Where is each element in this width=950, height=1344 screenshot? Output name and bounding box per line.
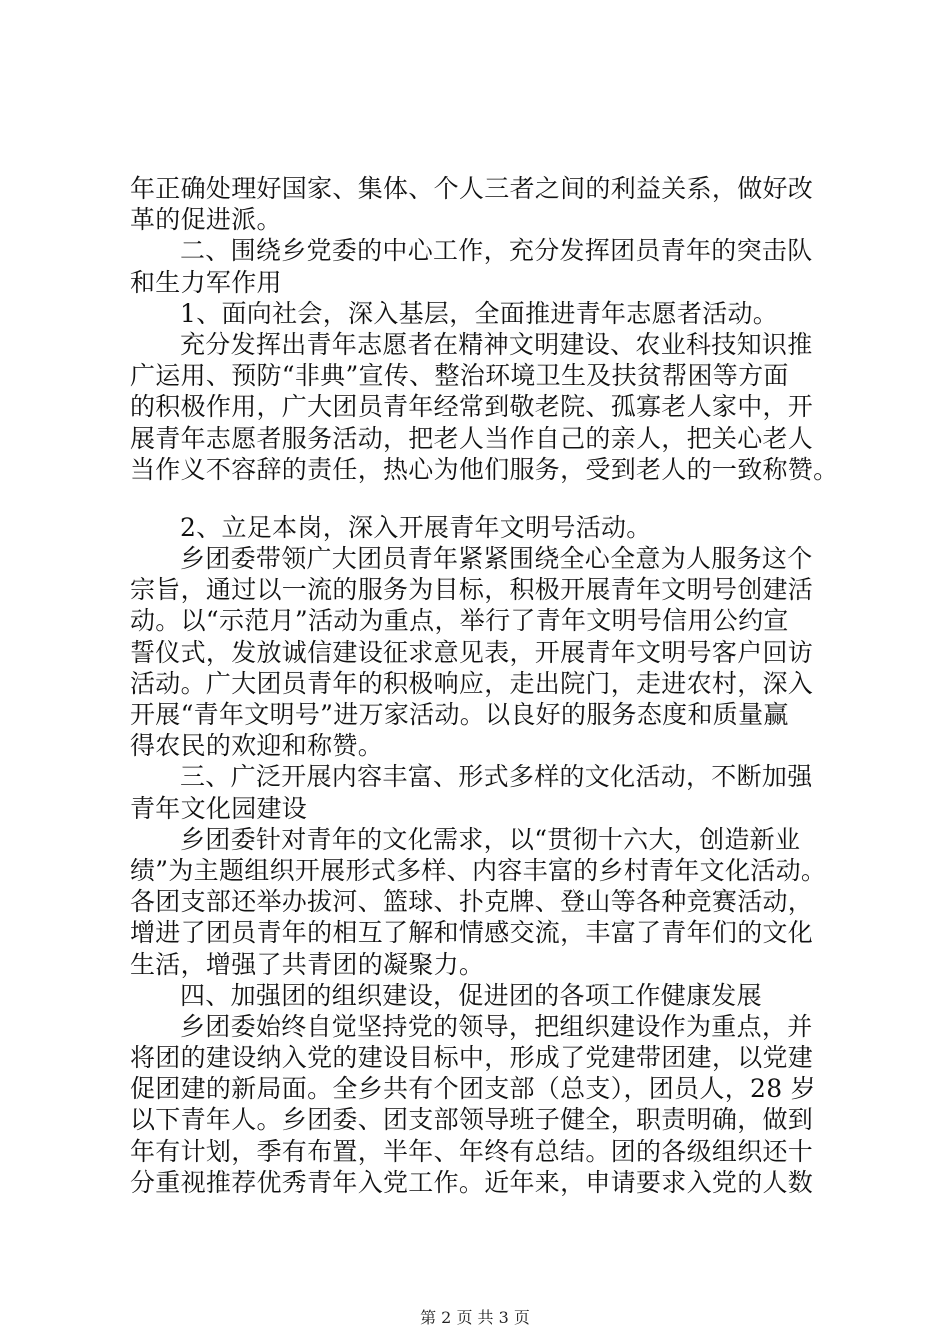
text-line: 以下青年人。乡团委、团支部领导班子健全，职责明确，做到 [130,1105,814,1135]
text-line: 绩”为主题组织开展形式多样、内容丰富的乡村青年文化活动。 [130,855,827,885]
text-line: 开展“青年文明号”进万家活动。以良好的服务态度和质量赢 [130,700,789,729]
text-line: 的积极作用，广大团员青年经常到敬老院、孤寡老人家中，开 [130,392,814,422]
text-line: 各团支部还举办拔河、篮球、扑克牌、登山等各种竞赛活动， [130,887,814,917]
section-heading: 二、围绕乡党委的中心工作，充分发挥团员青年的突击队 [180,236,813,266]
text-line: 得农民的欢迎和称赞。 [130,731,384,761]
subsection-heading: 1、面向社会，深入基层，全面推进青年志愿者活动。 [180,298,779,328]
text-line: 革的促进派。 [130,205,282,235]
text-line: 誓仪式，发放诚信建设征求意见表，开展青年文明号客户回访 [130,637,814,667]
section-heading: 三、广泛开展内容丰富、形式多样的文化活动，不断加强 [180,762,813,792]
section-heading-cont: 青年文化园建设 [130,793,308,823]
text-line: 动。以“示范月”活动为重点，举行了青年文明号信用公约宣 [130,606,789,636]
text-line: 当作义不容辞的责任，热心为他们服务，受到老人的一致称赞。 [130,454,839,484]
text-line: 年有计划，季有布置，半年、年终有总结。团的各级组织还十 [130,1136,814,1166]
text-line: 广运用、预防“非典”宣传、整治环境卫生及扶贫帮困等方面 [130,361,789,391]
text-line: 分重视推荐优秀青年入党工作。近年来，申请要求入党的人数 [130,1167,814,1197]
subsection-heading: 2、立足本岗，深入开展青年文明号活动。 [180,512,652,542]
paragraph-gap [130,485,830,512]
text-line: 增进了团员青年的相互了解和情感交流，丰富了青年们的文化 [130,918,814,948]
text-line: 乡团委针对青年的文化需求，以“贯彻十六大，创造新业 [180,824,801,854]
section-heading: 四、加强团的组织建设，促进团的各项工作健康发展 [180,980,762,1010]
text-line: 生活，增强了共青团的凝聚力。 [130,949,485,979]
text-line: 将团的建设纳入党的建设目标中，形成了党建带团建，以党建 [130,1043,814,1073]
section-heading-cont: 和生力军作用 [130,267,282,297]
text-line: 充分发挥出青年志愿者在精神文明建设、农业科技知识推 [180,329,813,359]
body-text [130,173,839,1198]
text-line: 展青年志愿者服务活动，把老人当作自己的亲人，把关心老人 [130,423,814,453]
text-line: 乡团委始终自觉坚持党的领导，把组织建设作为重点，并 [180,1011,813,1041]
text-line: 乡团委带领广大团员青年紧紧围绕全心全意为人服务这个 [180,544,813,574]
text-line: 年正确处理好国家、集体、个人三者之间的利益关系，做好改 [130,174,814,203]
text-line: 宗旨，通过以一流的服务为目标，积极开展青年文明号创建活 [130,575,814,605]
page-number-footer: 第 2 页 共 3 页 [420,1308,530,1327]
text-line: 促团建的新局面。全乡共有个团支部（总支），团员人，28 岁 [130,1074,816,1104]
text-line: 活动。广大团员青年的积极响应，走出院门，走进农村，深入 [130,668,814,698]
